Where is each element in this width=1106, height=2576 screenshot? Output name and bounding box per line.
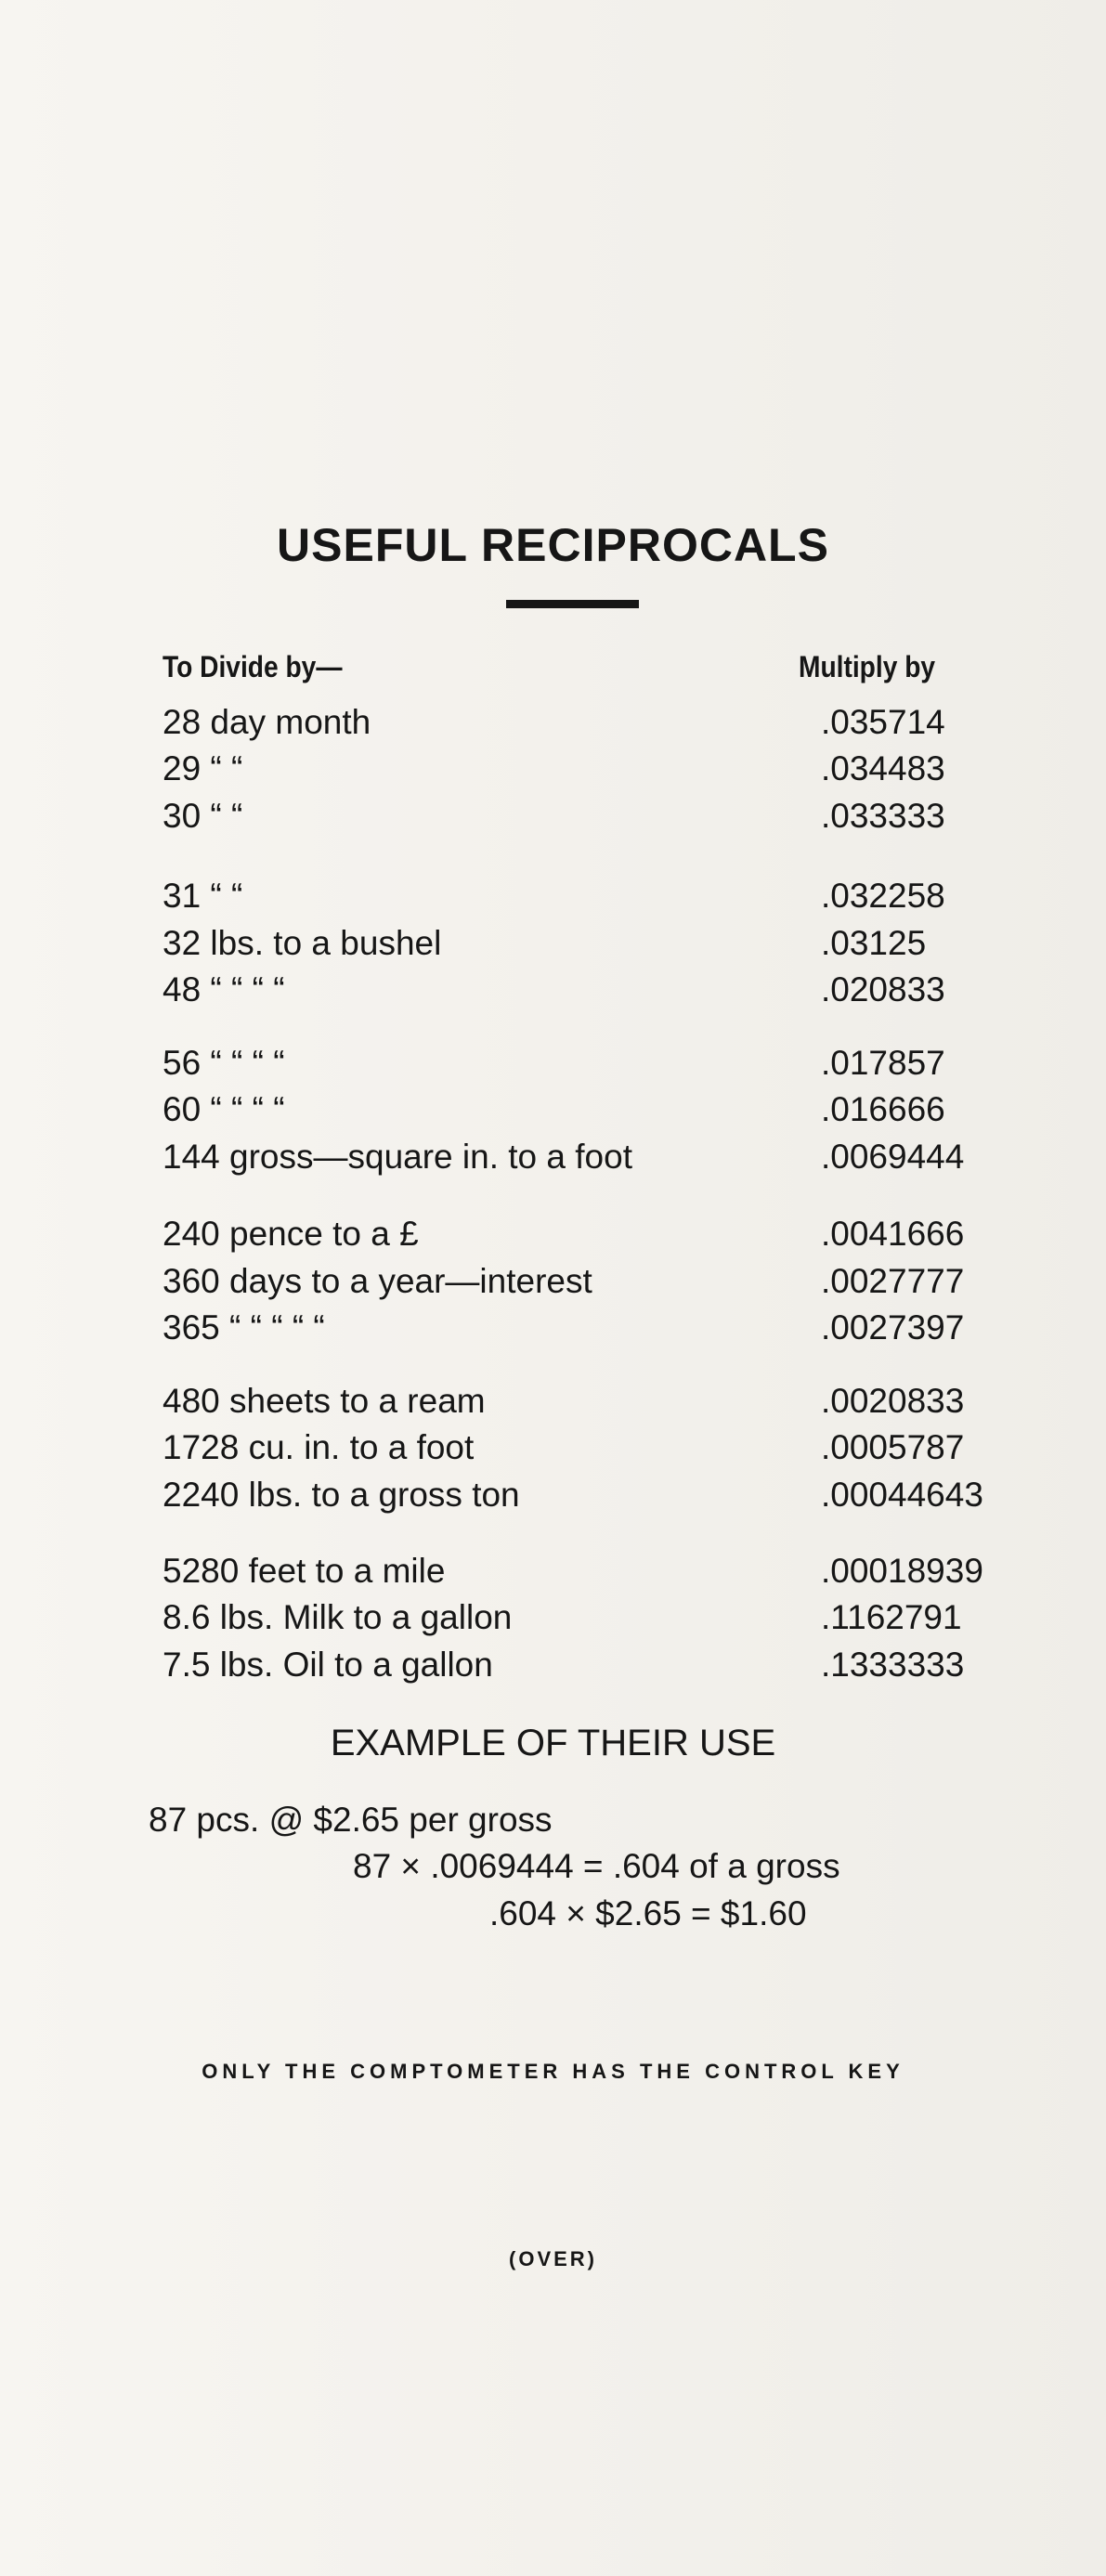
row-value: .033333 bbox=[821, 797, 945, 835]
row-value: .016666 bbox=[821, 1090, 945, 1128]
row-label: 360 days to a year—interest bbox=[163, 1262, 592, 1300]
row-value: .0027397 bbox=[821, 1308, 965, 1347]
row-label: 31 “ “ bbox=[163, 877, 243, 915]
example-line-2: 87 × .0069444 = .604 of a gross bbox=[353, 1847, 840, 1885]
column-header-multiply: Multiply by bbox=[799, 650, 936, 683]
page-title: USEFUL RECIPROCALS bbox=[277, 519, 829, 571]
over-note: (OVER) bbox=[509, 2247, 597, 2270]
row-label: 29 “ “ bbox=[163, 749, 243, 787]
row-label: 240 pence to a £ bbox=[163, 1215, 419, 1253]
row-value: .1162791 bbox=[821, 1598, 962, 1636]
row-value: .03125 bbox=[821, 924, 927, 962]
row-label: 480 sheets to a ream bbox=[163, 1382, 486, 1420]
row-value: .0041666 bbox=[821, 1215, 965, 1253]
footer-slogan: ONLY THE COMPTOMETER HAS THE CONTROL KEY bbox=[202, 2060, 904, 2083]
row-label: 8.6 lbs. Milk to a gallon bbox=[163, 1598, 513, 1636]
example-line-1: 87 pcs. @ $2.65 per gross bbox=[149, 1801, 553, 1839]
row-value: .1333333 bbox=[821, 1646, 965, 1684]
row-value: .020833 bbox=[821, 970, 945, 1008]
example-title: EXAMPLE OF THEIR USE bbox=[330, 1723, 776, 1763]
row-label: 144 gross—square in. to a foot bbox=[163, 1138, 632, 1176]
row-label: 56 “ “ “ “ bbox=[163, 1044, 285, 1082]
row-label: 365 “ “ “ “ “ bbox=[163, 1308, 325, 1347]
example-line-3: .604 × $2.65 = $1.60 bbox=[489, 1894, 807, 1932]
row-value: .00044643 bbox=[821, 1476, 983, 1514]
row-value: .0020833 bbox=[821, 1382, 965, 1420]
column-header-divide: To Divide by— bbox=[163, 650, 343, 683]
row-value: .0027777 bbox=[821, 1262, 965, 1300]
row-label: 5280 feet to a mile bbox=[163, 1552, 446, 1590]
row-value: .0005787 bbox=[821, 1428, 965, 1466]
row-value: .032258 bbox=[821, 877, 945, 915]
row-value: .034483 bbox=[821, 749, 945, 787]
row-value: .0069444 bbox=[821, 1138, 965, 1176]
row-label: 30 “ “ bbox=[163, 797, 243, 835]
row-value: .035714 bbox=[821, 703, 945, 741]
title-underline bbox=[506, 600, 639, 608]
row-label: 60 “ “ “ “ bbox=[163, 1090, 285, 1128]
row-value: .00018939 bbox=[821, 1552, 983, 1590]
row-label: 28 day month bbox=[163, 703, 371, 741]
row-label: 48 “ “ “ “ bbox=[163, 970, 285, 1008]
row-label: 1728 cu. in. to a foot bbox=[163, 1428, 475, 1466]
row-label: 32 lbs. to a bushel bbox=[163, 924, 442, 962]
row-label: 7.5 lbs. Oil to a gallon bbox=[163, 1646, 493, 1684]
row-label: 2240 lbs. to a gross ton bbox=[163, 1476, 520, 1514]
row-value: .017857 bbox=[821, 1044, 945, 1082]
